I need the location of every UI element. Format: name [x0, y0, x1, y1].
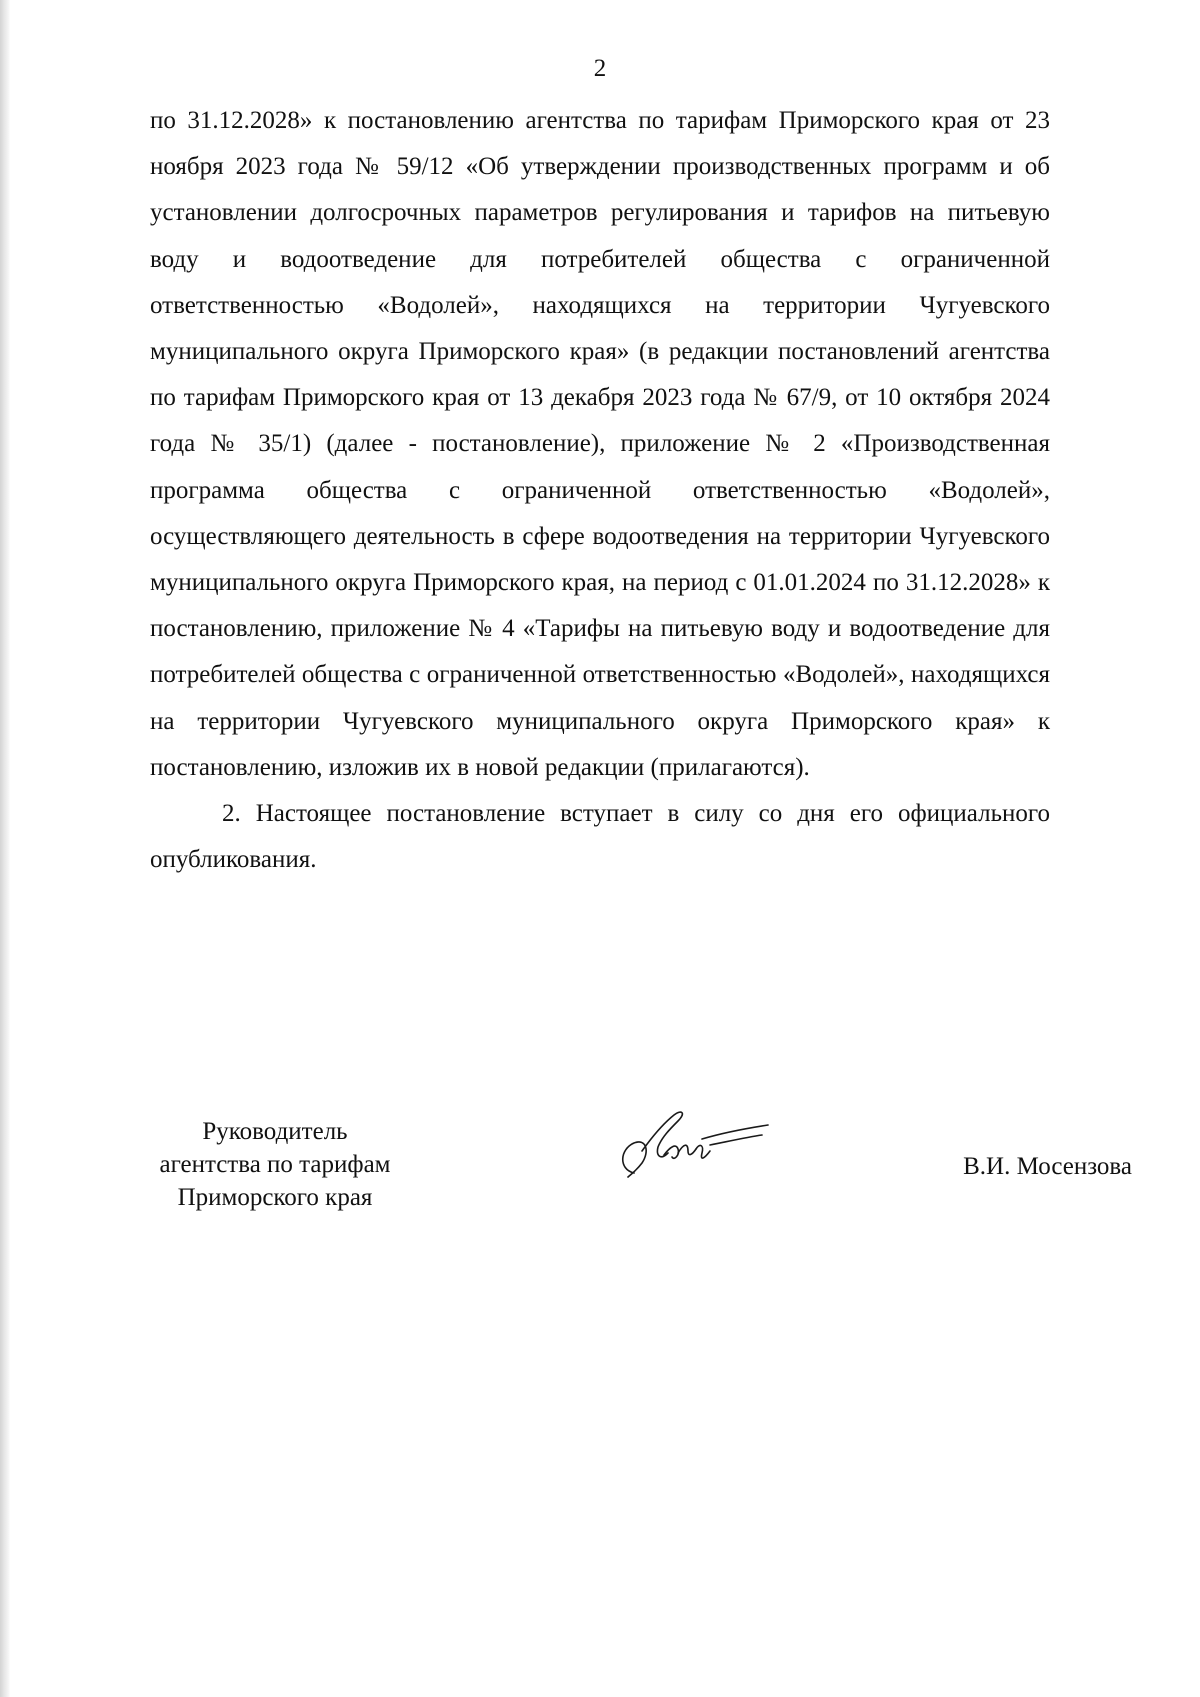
document-body: [150, 98, 1050, 883]
signatory-position-line-3: Приморского края: [177, 1184, 373, 1211]
paragraph-1: по 31.12.2028» к постановлению агентства по тарифам Приморского края от 23 ноября 2023 года № 59/12 «Об утверждении производственных программ и об установлении долгосрочных параметров регулирования и тарифов на питьевую воду и водоотведение для потребителей общества с ограниченной ответственностью «Водолей», находящихся на территории Чугуевского муниципального округа Приморского края» (в редакции постановлений агентства по тарифам Приморского края от 13 декабря 2023 года № 67/9, от 10 октября 2024 года № 35/1) (далее - постановление), приложение № 2 «Производственная программа общества с ограниченной ответственностью «Водолей», осуществляющего деятельность в сфере водоотведения на территории Чугуевского муниципального округа Приморского края, на период с 01.01.2024 по 31.12.2028» к постановлению, приложение № 4 «Тарифы на питьевую воду и водоотведение для потребителей общества с ограниченной ответственностью «Водолей», находящихся на территории Чугуевского муниципального округа Приморского края» к постановлению, изложив их в новой редакции (прилагаются).: [150, 107, 1050, 781]
page-number: 2: [593, 55, 607, 82]
scan-edge-shadow: [0, 0, 10, 1697]
signatory-position: [140, 1115, 410, 1214]
handwritten-signature: [612, 1103, 772, 1183]
signatory-position-line-1: Руководитель: [202, 1118, 348, 1145]
signatory-position-line-2: агентства по тарифам: [159, 1151, 391, 1178]
signer-name: В.И. Мосензова: [963, 1153, 1132, 1180]
paragraph-2: 2. Настоящее постановление вступает в силу со дня его официального опубликования.: [150, 800, 1050, 874]
